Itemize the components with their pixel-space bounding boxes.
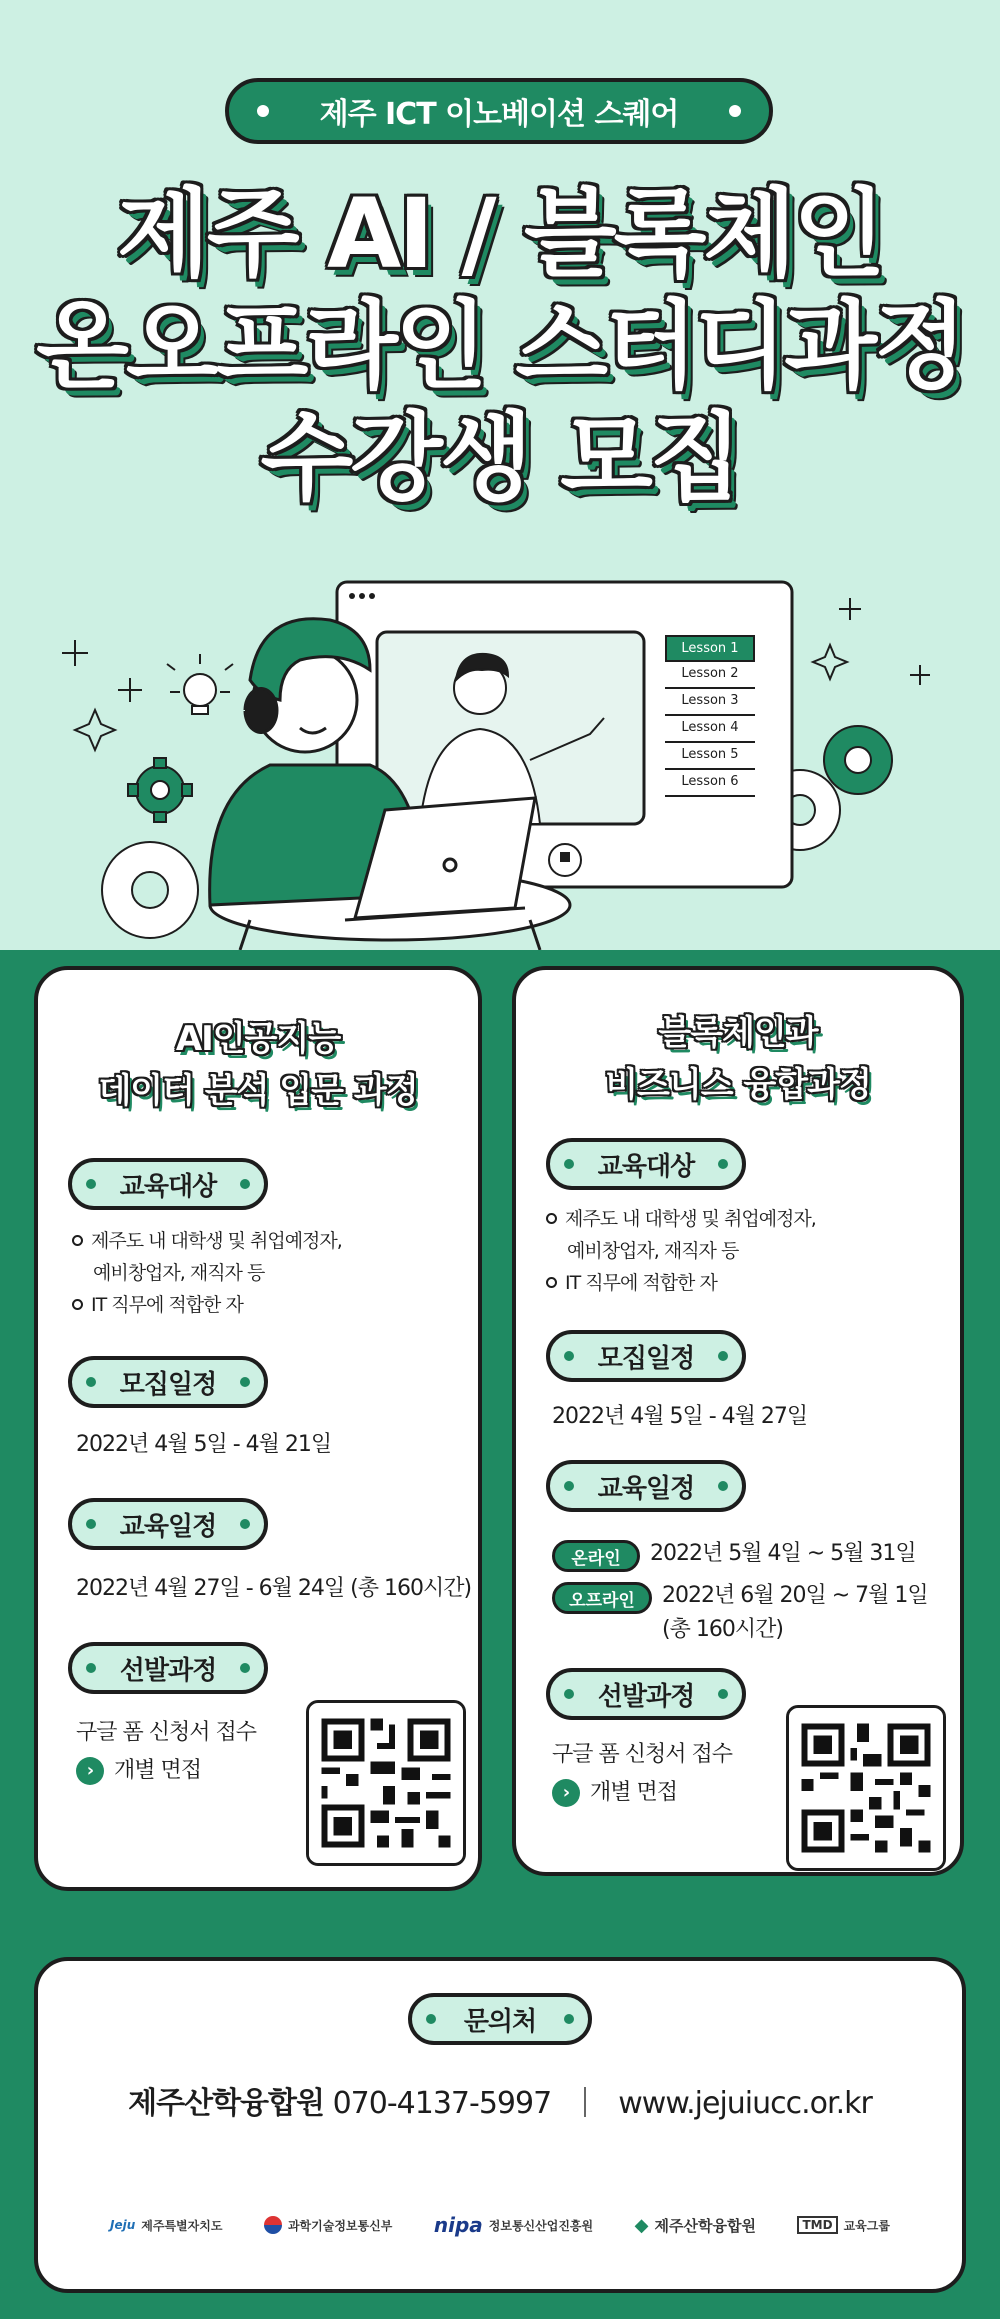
education-period: 2022년 4월 27일 - 6월 24일 (총 160시간) [76, 1576, 472, 1601]
tag-target-label: 교육대상 [119, 1171, 217, 1202]
bullet-icon [72, 1235, 83, 1246]
divider [584, 2087, 586, 2117]
course-title-line-1: 블록체인과 [658, 1013, 818, 1053]
selection-step-1: 구글 폼 신청서 접수 [552, 1742, 732, 1767]
tag-target [546, 1138, 746, 1190]
logo-nipa [434, 2213, 593, 2237]
tag-education [68, 1498, 268, 1550]
tag-selection-label: 선발과정 [597, 1681, 695, 1712]
recruit-period: 2022년 4월 5일 - 4월 21일 [76, 1432, 332, 1457]
qr-pattern [309, 1703, 463, 1863]
lesson-list [665, 635, 755, 797]
tag-recruit-label: 모집일정 [119, 1369, 217, 1400]
selection-step-1: 구글 폼 신청서 접수 [76, 1720, 256, 1745]
dot-icon [564, 1351, 574, 1361]
target-item-1b: 예비창업자, 재직자 등 [93, 1262, 265, 1284]
logo-jeju [110, 2217, 222, 2234]
tag-recruit [546, 1330, 746, 1382]
headline-line-1: 제주 AI / 블록체인 [117, 178, 883, 290]
illustration-art [0, 560, 1000, 950]
bullet-icon [546, 1213, 557, 1224]
tag-target-label: 교육대상 [597, 1151, 695, 1182]
nipa-logo-icon: nipa [433, 2213, 483, 2237]
dot-icon [718, 1481, 728, 1491]
tmd-logo-icon: TMD [797, 2216, 837, 2234]
lesson-item-active: Lesson 1 [665, 635, 755, 662]
tag-contact [408, 1993, 592, 2045]
tag-recruit [68, 1356, 268, 1408]
course-card-ai [34, 966, 482, 1891]
course-title-line-2: 비즈니스 융합과정 [605, 1065, 871, 1105]
pill-dot-icon [257, 105, 269, 117]
partner-logos [110, 2205, 890, 2245]
lesson-item: Lesson 6 [665, 770, 755, 797]
headline-line-3: 수강생 모집 [260, 402, 740, 514]
arrow-right-icon: › [76, 1757, 104, 1785]
online-class-illustration [0, 560, 1000, 950]
lesson-item: Lesson 2 [665, 662, 755, 689]
pill-dot-icon [729, 105, 741, 117]
selection-step-2-text: 개별 면접 [590, 1780, 678, 1805]
qr-pattern [789, 1708, 943, 1868]
contact-website[interactable]: www.jejuiucc.or.kr [618, 2086, 872, 2121]
headline-line-2: 온오프라인 스터디과정 [36, 290, 964, 402]
dot-icon [86, 1377, 96, 1387]
offline-period: 2022년 6월 20일 ~ 7월 1일 [662, 1583, 928, 1608]
dot-icon [718, 1351, 728, 1361]
target-item-text: 제주도 내 대학생 및 취업예정자, [565, 1208, 816, 1230]
course-title-line-1: AI인공지능 [175, 1019, 341, 1059]
tag-selection [546, 1668, 746, 1720]
dot-icon [240, 1663, 250, 1673]
dot-icon [240, 1377, 250, 1387]
dot-icon [426, 2014, 436, 2024]
org-pill [225, 78, 773, 144]
target-item-text: 제주도 내 대학생 및 취업예정자, [91, 1230, 342, 1252]
dot-icon [86, 1663, 96, 1673]
lesson-item: Lesson 4 [665, 716, 755, 743]
course-card-blockchain [512, 966, 964, 1876]
target-item-1 [546, 1204, 816, 1234]
selection-step-2-text: 개별 면접 [114, 1758, 202, 1783]
offline-badge: 오프라인 [552, 1582, 652, 1614]
logo-jejuiucc [635, 2215, 756, 2236]
tag-education-label: 교육일정 [597, 1473, 695, 1504]
logo-nipa-text: 정보통신산업진흥원 [488, 2218, 594, 2233]
dot-icon [564, 2014, 574, 2024]
tag-education-label: 교육일정 [119, 1511, 217, 1542]
logo-jejuiucc-text: 제주산학융합원 [654, 2216, 756, 2235]
logo-tmd-text: 교육그룹 [843, 2218, 890, 2233]
online-badge: 온라인 [552, 1540, 640, 1572]
arrow-right-icon: › [552, 1779, 580, 1807]
dot-icon [86, 1179, 96, 1189]
online-period: 2022년 5월 4일 ~ 5월 31일 [650, 1541, 916, 1566]
tag-target [68, 1158, 268, 1210]
contact-phone[interactable]: 070-4137-5997 [332, 2086, 552, 2121]
bullet-icon [546, 1277, 557, 1288]
lesson-item: Lesson 3 [665, 689, 755, 716]
target-item-1b: 예비창업자, 재직자 등 [567, 1240, 739, 1262]
selection-step-2 [76, 1756, 201, 1786]
tag-selection-label: 선발과정 [119, 1655, 217, 1686]
dot-icon [240, 1179, 250, 1189]
target-item-text: IT 직무에 적합한 자 [91, 1294, 243, 1316]
qr-code-ai[interactable] [306, 1700, 466, 1866]
offline-hours: (총 160시간) [662, 1617, 783, 1642]
dot-icon [718, 1159, 728, 1169]
selection-step-2 [552, 1778, 677, 1808]
contact-info [0, 2078, 1000, 2122]
tag-selection [68, 1642, 268, 1694]
qr-code-blockchain[interactable] [786, 1705, 946, 1871]
logo-msit-text: 과학기술정보통신부 [287, 2218, 393, 2233]
logo-jeju-text: 제주특별자치도 [141, 2218, 223, 2233]
org-pill-label: 제주 ICT 이노베이션 스퀘어 [319, 97, 679, 132]
dot-icon [564, 1159, 574, 1169]
bullet-icon [72, 1299, 83, 1310]
dot-icon [240, 1519, 250, 1529]
dot-icon [564, 1481, 574, 1491]
dot-icon [86, 1519, 96, 1529]
target-item-text: IT 직무에 적합한 자 [565, 1272, 717, 1294]
tag-recruit-label: 모집일정 [597, 1343, 695, 1374]
taegeuk-icon [264, 2216, 282, 2234]
logo-msit [264, 2216, 392, 2234]
recruit-period: 2022년 4월 5일 - 4월 27일 [552, 1404, 808, 1429]
target-item-2 [546, 1268, 717, 1298]
dot-icon [718, 1689, 728, 1699]
tag-education [546, 1460, 746, 1512]
dot-icon [564, 1689, 574, 1699]
tag-contact-label: 문의처 [463, 2006, 537, 2037]
contact-org: 제주산학융합원 [128, 2086, 325, 2121]
lesson-item: Lesson 5 [665, 743, 755, 770]
headline [0, 178, 1000, 514]
target-item-2 [72, 1290, 243, 1320]
jejuiucc-logo-icon: ◆ [634, 2214, 649, 2236]
logo-tmd [797, 2216, 889, 2234]
jeju-logo-icon: Jeju [110, 2218, 136, 2232]
target-item-1 [72, 1226, 342, 1256]
course-title-line-2: 데이터 분석 입문 과정 [98, 1071, 418, 1111]
